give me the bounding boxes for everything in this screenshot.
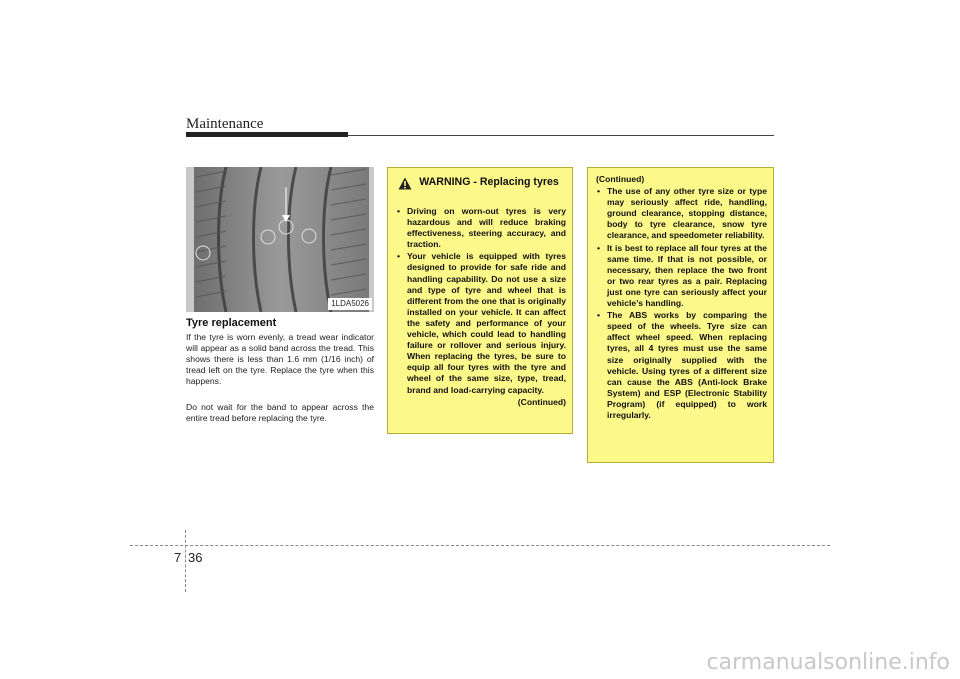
list-item: • The use of any other tyre size or type may seriously affect ride, handling, ground clearance, stopping distance, body to tyre clearance, snow tyre clearance, and speedometer reliability.	[596, 186, 767, 241]
list-item: • Your vehicle is equipped with tyres designed to provide for safe ride and handling capability. Do not use a size and type of tyre and wheel that is different from the one that is originally installed on your vehicle. It can affect the safety and performance of your vehicle, which could lead to handling failure or rollover and serious injury. When replacing the tyres, be sure to equip all four tyres with the tyre and wheel of the same size, type, tread, brand and load-carrying capacity.	[396, 251, 566, 395]
section-heading: Tyre replacement	[186, 317, 277, 329]
header-title: Maintenance	[186, 116, 264, 132]
continued-label: (Continued)	[517, 396, 566, 407]
watermark: carmanualsonline.info	[706, 650, 950, 675]
continued-list	[596, 186, 767, 421]
list-item: • Driving on worn-out tyres is very hazardous and will reduce braking effectiveness, steering accuracy, and traction.	[396, 206, 566, 250]
list-item: • The ABS works by comparing the speed of the wheels. Tyre size can affect wheel speed. When replacing tyres, all 4 tyres must use the same size originally supplied with the vehicle. Using tyres of a different size can cause the ABS (Anti-lock Brake System) and ESP (Electronic Stability Program) (if equipped) to work irregularly.	[596, 310, 767, 421]
warning-triangle-icon	[398, 177, 412, 190]
tire-tread-image	[186, 167, 374, 312]
warning-list	[396, 206, 566, 396]
tyre-paragraph-2: Do not wait for the band to appear across the entire tread before replacing the tyre.	[186, 402, 374, 424]
footer-rule	[130, 545, 830, 546]
warning-title: WARNING - Replacing tyres	[419, 176, 559, 188]
tire-photo	[186, 167, 374, 312]
chapter-number: 7	[174, 550, 182, 565]
continued-warning-box	[587, 167, 774, 463]
figure-code: 1LDA5026	[328, 298, 372, 310]
header-bar	[186, 132, 348, 137]
footer-divider	[185, 530, 186, 592]
page-number: 36	[188, 550, 203, 565]
header-rule	[348, 135, 774, 136]
warning-box	[387, 167, 573, 434]
continued-label: (Continued)	[596, 174, 645, 184]
warning-header	[396, 176, 566, 206]
list-item: • It is best to replace all four tyres at the same time. If that is not possible, or necessary, then replace the two front or two rear tyres as a pair. Replacing just one tyre can seriously affect your vehicle’s handling.	[596, 243, 767, 310]
tyre-paragraph-1: If the tyre is worn evenly, a tread wear indicator will appear as a solid band across the tread. This shows there is less than 1.6 mm (1/16 inch) of tread left on the tyre. Replace the tyre when this happens.	[186, 332, 374, 387]
